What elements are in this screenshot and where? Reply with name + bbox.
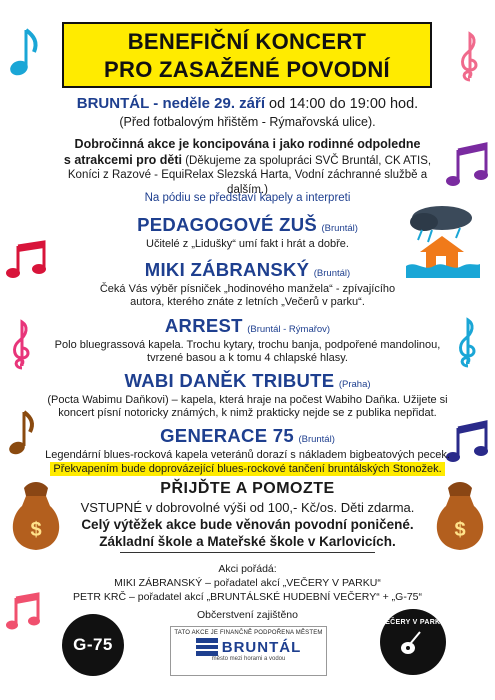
band-origin: (Praha)	[338, 379, 371, 390]
band-description: Polo bluegrassová kapela. Trochu kytary, trochu banja, podpořené mandolinou,	[54, 339, 441, 351]
event-venue: (Před fotbalovým hřištěm - Rýmařovská ulice).	[119, 115, 376, 129]
title-banner	[62, 22, 432, 88]
organizer-line: MIKI ZÁBRANSKÝ – pořadatel akcí „VEČERY V PARKU“	[114, 577, 381, 589]
intro-lead: Dobročinná akce je koncipována i jako rodinné odpoledne	[74, 137, 421, 151]
band-name: WABI DANĚK TRIBUTE	[124, 370, 335, 391]
call-to-action: PŘIJĎTE A POMOZTE	[160, 480, 335, 497]
refreshments-note: Občerstvení zajištěno	[197, 609, 298, 621]
intro-thanks: (Děkujeme za spolupráci SVČ Bruntál, CK ATIS,	[185, 154, 432, 167]
band-origin: (Bruntál)	[313, 268, 351, 279]
bruntal-emblem-icon	[196, 638, 218, 656]
event-date: - neděle 29. září	[153, 95, 266, 112]
band-heading	[0, 214, 495, 236]
band-origin: (Bruntál)	[321, 223, 358, 234]
proceeds-line: Celý výtěžek akce bude věnován povodní poničené.	[81, 517, 414, 532]
svg-text:$: $	[30, 519, 42, 541]
band-description: Učitelé z „Lidušky“ umí fakt i hrát a dobře.	[146, 238, 349, 250]
svg-text:$: $	[454, 519, 466, 541]
band-description: Legendární blues-rocková kapela veteránů dorazí s nákladem bigbeatových pecek.	[45, 449, 450, 461]
band-name: PEDAGOGOVÉ ZUŠ	[137, 214, 318, 235]
treble-clef-icon	[458, 30, 480, 82]
sponsor-logo-row	[171, 638, 326, 656]
sponsor-box	[170, 626, 327, 676]
band-origin: (Bruntál)	[298, 434, 335, 445]
band-heading	[0, 259, 495, 281]
organizer-line: PETR KRČ – pořadatel akcí „BRUNTÁLSKÉ HUDEBNÍ VEČERY“ + „G-75“	[72, 591, 423, 603]
stage-note: Na pódiu se představí kapely a interpreti	[144, 192, 351, 204]
band-origin: (Bruntál - Rýmařov)	[247, 324, 331, 335]
band-description: koncert písní notoricky známých, k nimž prakticky nejde se z publika nepřidat.	[58, 407, 437, 419]
g75-logo: G-75	[62, 614, 124, 676]
title-line-2: PRO ZASAŽENÉ POVODNÍ	[104, 57, 390, 82]
highlight-note-wrap	[0, 462, 495, 476]
event-city: BRUNTÁL	[76, 95, 150, 112]
vecery-logo-text: VEČERY V PARKU	[380, 619, 446, 626]
title-line-1: BENEFIČNÍ KONCERT	[127, 29, 367, 54]
double-note-icon	[446, 140, 490, 190]
event-date-line	[0, 95, 495, 112]
sponsor-note: TATO AKCE JE FINANČNĚ PODPOŘENA MĚSTEM	[174, 630, 323, 636]
band-description: (Pocta Wabimu Daňkovi) – kapela, která hraje na počest Wabiho Daňka. Užijete si	[47, 394, 448, 406]
guitar-icon	[398, 628, 428, 658]
highlight-note: Překvapením bude doprovázející blues-rockové tančení bruntálských Stonožek.	[50, 462, 444, 476]
band-description: autora, kterého znáte z letních „Večerů v parku“.	[130, 296, 365, 308]
vecery-v-parku-logo	[380, 609, 446, 675]
band-description: tvrzené basou a k tomu 4 chlapské hlasy.	[147, 352, 348, 364]
band-name: ARREST	[164, 315, 243, 336]
band-heading	[0, 425, 495, 447]
band-heading	[0, 370, 495, 392]
band-heading	[0, 315, 495, 337]
band-name: MIKI ZÁBRANSKÝ	[144, 259, 310, 280]
divider	[120, 552, 375, 553]
intro-paragraph	[60, 137, 435, 197]
band-name: GENERACE 75	[160, 425, 294, 446]
event-time: od 14:00 do 19:00 hod.	[269, 96, 419, 112]
intro-thanks-2: Koníci z Razové - EquiRelax Slezská Harta, Vodní záchranné službě a dalším.)	[67, 169, 428, 196]
sponsor-tagline: město mezi horami a vodou	[211, 656, 286, 662]
entry-fee: VSTUPNÉ v dobrovolné výši od 100,- Kč/os. Děti zdarma.	[80, 500, 415, 515]
band-description: Čeká Vás výběr písniček „hodinového manžela“ - zpívajícího	[99, 283, 396, 295]
intro-lead-2: s atrakcemi pro děti	[63, 152, 183, 167]
organizers-heading: Akci pořádá:	[218, 563, 277, 575]
sponsor-city: BRUNTÁL	[221, 638, 302, 656]
proceeds-line: Základní škole a Mateřské škole v Karlovicích.	[99, 534, 396, 549]
music-note-icon	[8, 26, 40, 82]
